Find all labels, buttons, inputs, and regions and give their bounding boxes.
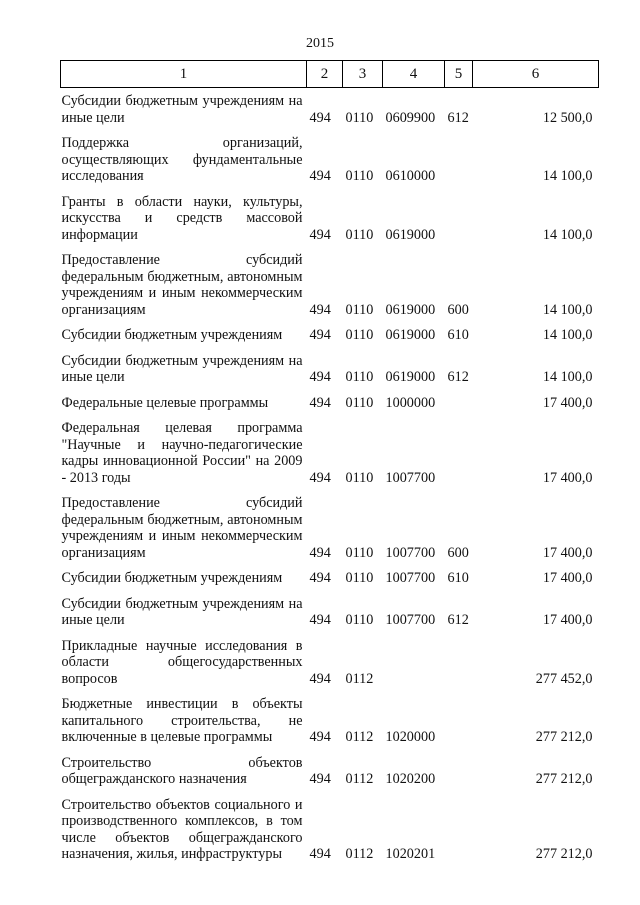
budget-table — [60, 60, 599, 867]
row-name: Строительство объектов социального и производственного комплексов, в том числе объектов общегражданского назначения, жилья, инфраструктуры — [61, 796, 303, 862]
row-amount: 14 100,0 — [542, 369, 593, 385]
table-row — [61, 565, 599, 591]
row-name: Федеральная целевая программа "Научные и научно-педагогические кадры инновационной России" на 2009 - 2013 годы — [61, 420, 303, 486]
row-expense-type: 610 — [447, 327, 469, 343]
table-row — [61, 691, 599, 750]
table-row — [61, 633, 599, 692]
row-expense-type: 612 — [447, 612, 469, 628]
table-row — [61, 88, 599, 131]
table-row — [61, 322, 599, 348]
table-header-row — [61, 61, 599, 88]
row-section-code: 0112 — [345, 771, 374, 787]
row-name: Прикладные научные исследования в области общегосударственных вопросов — [61, 637, 303, 687]
header-col-4: 4 — [383, 61, 445, 88]
row-ved-code: 494 — [309, 846, 331, 862]
header-col-3: 3 — [343, 61, 383, 88]
row-amount: 277 212,0 — [535, 771, 593, 787]
row-expense-type: 600 — [447, 544, 469, 561]
row-target-code: 1007700 — [385, 544, 436, 561]
row-ved-code: 494 — [309, 168, 331, 184]
row-target-code: 1007700 — [385, 469, 436, 486]
row-expense-type: 610 — [447, 570, 469, 586]
header-col-5: 5 — [445, 61, 473, 88]
table-row — [61, 415, 599, 490]
row-name: Субсидии бюджетным учреждениям — [61, 570, 283, 586]
row-expense-type — [445, 792, 473, 867]
row-name: Гранты в области науки, культуры, искусства и средств массовой информации — [61, 193, 303, 243]
row-amount: 14 100,0 — [542, 301, 593, 318]
row-amount: 277 212,0 — [535, 846, 593, 862]
row-ved-code: 494 — [309, 670, 331, 687]
row-target-code: 1007700 — [385, 570, 436, 586]
row-section-code: 0110 — [345, 469, 374, 486]
row-name: Субсидии бюджетным учреждениям на иные цели — [61, 352, 303, 385]
row-expense-type — [445, 415, 473, 490]
row-target-code: 1020201 — [385, 846, 436, 862]
header-col-6: 6 — [473, 61, 599, 88]
row-ved-code: 494 — [309, 369, 331, 385]
row-ved-code: 494 — [309, 327, 331, 343]
row-name: Субсидии бюджетным учреждениям на иные цели — [61, 595, 303, 628]
row-name: Предоставление субсидий федеральным бюджетным, автономным учреждениям и иным некоммерческим организациям — [61, 252, 303, 318]
row-name: Поддержка организаций, осуществляющих фундаментальные исследования — [61, 135, 303, 184]
row-expense-type — [445, 750, 473, 792]
header-col-2: 2 — [307, 61, 343, 88]
row-amount: 17 400,0 — [542, 544, 593, 561]
row-section-code: 0110 — [345, 327, 374, 343]
table-row — [61, 750, 599, 792]
table-row — [61, 189, 599, 248]
row-name: Федеральные целевые программы — [61, 394, 269, 411]
row-ved-code: 494 — [309, 301, 331, 318]
row-target-code: 0619000 — [385, 226, 436, 243]
row-section-code: 0110 — [345, 612, 374, 628]
row-ved-code: 494 — [309, 394, 331, 411]
row-section-code: 0110 — [345, 226, 374, 243]
row-ved-code: 494 — [309, 544, 331, 561]
header-col-1: 1 — [61, 61, 307, 88]
row-amount: 17 400,0 — [542, 570, 593, 586]
row-target-code — [383, 633, 445, 692]
row-expense-type: 612 — [447, 369, 469, 385]
row-amount: 17 400,0 — [542, 394, 593, 411]
row-name: Строительство объектов общегражданского назначения — [61, 754, 303, 787]
row-target-code: 1020000 — [385, 729, 436, 745]
table-row — [61, 130, 599, 189]
row-amount: 14 100,0 — [542, 226, 593, 243]
row-ved-code: 494 — [309, 469, 331, 486]
row-ved-code: 494 — [309, 570, 331, 586]
row-amount: 12 500,0 — [542, 109, 593, 126]
row-ved-code: 494 — [309, 612, 331, 628]
row-expense-type — [445, 633, 473, 692]
row-section-code: 0112 — [345, 729, 374, 745]
row-target-code: 0609900 — [385, 109, 436, 126]
row-ved-code: 494 — [309, 771, 331, 787]
row-expense-type: 600 — [447, 301, 469, 318]
row-section-code: 0110 — [345, 544, 374, 561]
row-section-code: 0110 — [345, 394, 374, 411]
table-row — [61, 348, 599, 390]
row-amount: 277 212,0 — [535, 729, 593, 745]
row-name: Субсидии бюджетным учреждениям на иные цели — [61, 93, 303, 126]
row-name: Бюджетные инвестиции в объекты капитального строительства, не включенные в целевые программы — [61, 696, 303, 745]
row-amount: 17 400,0 — [542, 469, 593, 486]
table-row — [61, 792, 599, 867]
row-expense-type: 612 — [447, 109, 469, 126]
table-row — [61, 591, 599, 633]
row-amount: 14 100,0 — [542, 327, 593, 343]
row-ved-code: 494 — [309, 226, 331, 243]
row-amount: 277 452,0 — [535, 670, 593, 687]
row-expense-type — [445, 130, 473, 189]
row-target-code: 0610000 — [385, 168, 436, 184]
row-expense-type — [445, 189, 473, 248]
row-name: Предоставление субсидий федеральным бюджетным, автономным учреждениям и иным некоммерческим организациям — [61, 495, 303, 561]
row-section-code: 0110 — [345, 301, 374, 318]
row-section-code: 0112 — [345, 670, 374, 687]
row-ved-code: 494 — [309, 729, 331, 745]
table-row — [61, 490, 599, 565]
page-number: 2015 — [306, 36, 334, 51]
table-row — [61, 390, 599, 416]
row-expense-type — [445, 691, 473, 750]
row-target-code: 1007700 — [385, 612, 436, 628]
row-section-code: 0110 — [345, 168, 374, 184]
table-row — [61, 247, 599, 322]
row-section-code: 0110 — [345, 369, 374, 385]
row-target-code: 1000000 — [385, 394, 436, 411]
row-target-code: 0619000 — [385, 301, 436, 318]
row-amount: 17 400,0 — [542, 612, 593, 628]
row-target-code: 0619000 — [385, 369, 436, 385]
row-target-code: 0619000 — [385, 327, 436, 343]
row-target-code: 1020200 — [385, 771, 436, 787]
row-section-code: 0110 — [345, 109, 374, 126]
row-name: Субсидии бюджетным учреждениям — [61, 327, 283, 343]
row-section-code: 0112 — [345, 846, 374, 862]
row-section-code: 0110 — [345, 570, 374, 586]
row-amount: 14 100,0 — [542, 168, 593, 184]
row-ved-code: 494 — [309, 109, 331, 126]
row-expense-type — [445, 390, 473, 416]
